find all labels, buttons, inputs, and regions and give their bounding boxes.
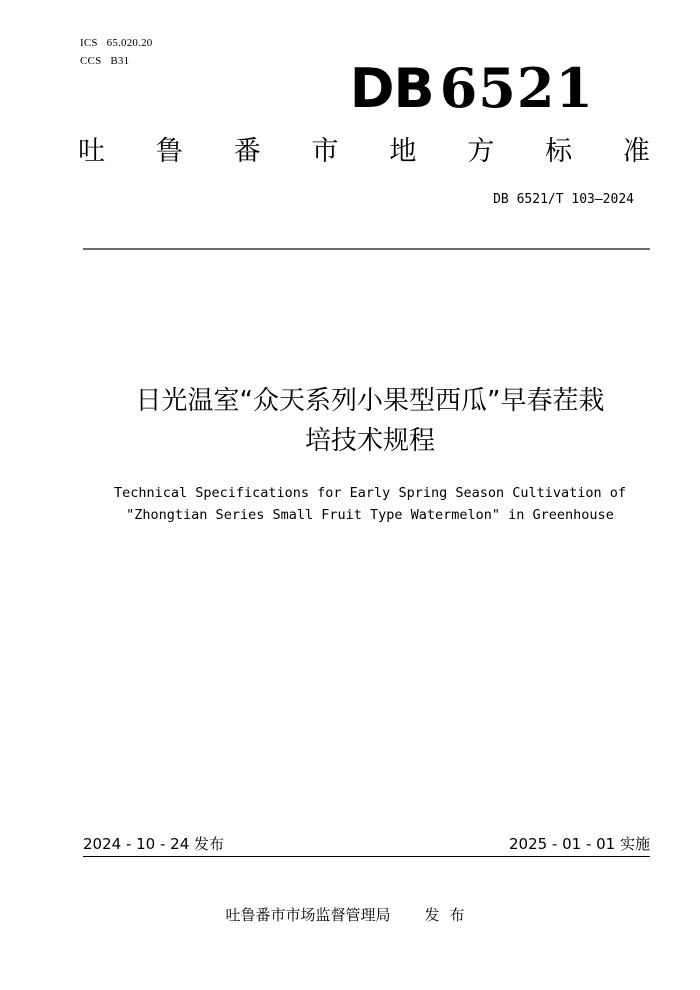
- document-title-cn: [80, 381, 660, 461]
- footer-divider: [83, 856, 650, 857]
- title-cn-line-1: 日光温室“众天系列小果型西瓜”早春茬栽: [135, 386, 605, 416]
- standard-type-title: [78, 132, 650, 172]
- standard-type-char: 番: [233, 136, 261, 167]
- issuer-verb: 发布: [424, 906, 475, 924]
- title-en-line-2: "Zhongtian Series Small Fruit Type Watermelon" in Greenhouse: [126, 507, 614, 523]
- ccs-value: B31: [110, 55, 130, 67]
- ics-label: ICS: [80, 37, 98, 49]
- classification-codes: [80, 34, 152, 70]
- ics-row: [80, 34, 152, 52]
- standard-type-char: 吐: [78, 136, 105, 167]
- ccs-label: CCS: [80, 55, 102, 67]
- issue-date: 2024 - 10 - 24 发布: [83, 835, 225, 853]
- standard-type-char: 市: [311, 136, 339, 167]
- db-logo-number: 6521: [439, 56, 594, 120]
- header-divider: [83, 248, 650, 250]
- standard-type-char: 标: [545, 136, 573, 167]
- standard-type-char: 准: [622, 136, 650, 167]
- standard-type-char: 方: [467, 136, 495, 167]
- title-en-line-1: Technical Specifications for Early Spring Season Cultivation of: [113, 485, 627, 501]
- title-cn-line-2: 培技术规程: [304, 426, 435, 456]
- issuer-line: [0, 904, 700, 926]
- implementation-date: 2025 - 01 - 01 实施: [508, 835, 650, 853]
- db-logo-letters: DB: [349, 57, 434, 120]
- issuer-name: 吐鲁番市市场监督管理局: [225, 906, 391, 924]
- standard-code: DB 6521/T 103—2024: [493, 192, 634, 207]
- ics-value: 65.020.20: [106, 37, 153, 49]
- standard-type-char: 地: [389, 136, 417, 167]
- db-logo: [350, 58, 594, 119]
- ccs-row: [80, 52, 152, 70]
- standard-type-char: 鲁: [155, 136, 183, 167]
- document-title-en: [60, 482, 680, 526]
